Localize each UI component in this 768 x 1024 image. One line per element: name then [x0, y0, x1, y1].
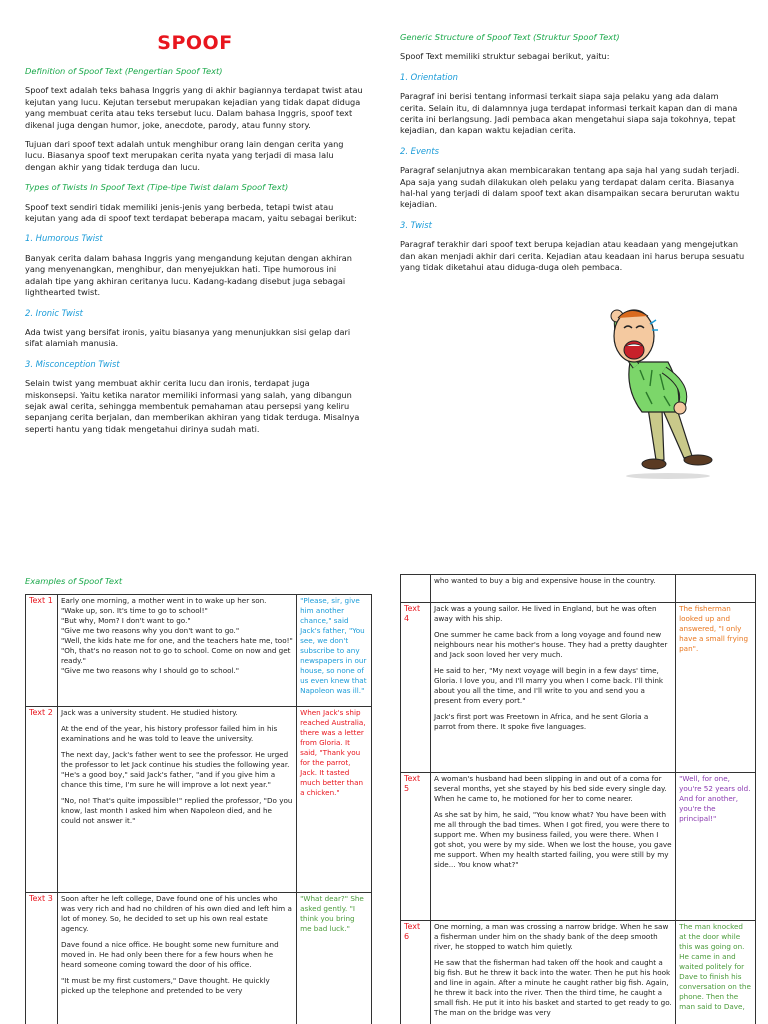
story-line: As she sat by him, he said, "You know what? You have been with me all through the bad times. When I got fired, you were there to support me. When my business failed, you were there. When I got shot, you were by my side. When we lost the house, you gave me support. When my health started failing, you were still by my side... You know what?": [433, 810, 672, 869]
left-column: [25, 66, 365, 435]
story-body: [430, 921, 675, 1024]
text-label: Text 5: [401, 773, 431, 921]
story-line: The next day, Jack's father went to see the professor. He urged the professor to let Jack continue his studies the following year. "He's a good boy," said Jack's father, "and if you give him a chance this time, I'm sure he will improve a lot next year.": [60, 750, 290, 789]
story-line: Jack was a university student. He studied history.: [60, 708, 238, 717]
story-line: Dave found a nice office. He bought some new furniture and moved in. He had only been there for a few hours when he heard someone coming toward the door of his office.: [60, 940, 279, 969]
text-label: Text 2: [26, 707, 58, 893]
table-row: [401, 921, 756, 1024]
examples-table-left: [25, 594, 372, 1024]
story-line: A woman's husband had been slipping in and out of a coma for several months, yet she stayed by his bed side every single day. When he came to, he motioned for her to come nearer.: [433, 774, 667, 803]
orientation-heading: 1. Orientation: [400, 71, 458, 82]
definition-heading: Definition of Spoof Text (Pengertian Spoof Text): [25, 66, 223, 76]
story-line: "Well, the kids hate me for one, and the teachers hate me, too!": [60, 636, 293, 645]
twist-cell: The fisherman looked up and answered, "I only have a small frying pan".: [676, 603, 756, 773]
twist-cell: "Please, sir, give him another chance," said Jack's father, "You see, we don't subscribe to any newspapers in our house, so none of us even knew that Napoleon was ill.": [297, 595, 372, 707]
text-label: Text 1: [26, 595, 58, 707]
story-line: He saw that the fisherman had taken off the hook and caught a big fish. But he threw it back into the water. Then he put his hook and line in again. After a minute he caught rather big fish. Again, he threw it back into the river. Then the third time, he caught a small fish. He put it into his basket and started to get ready to go. The man on the bridge was very: [433, 958, 672, 1017]
story-line: One summer he came back from a long voyage and found new neighbours near his mother's house. They had a pretty daughter and Jack soon loved her very much.: [433, 630, 668, 659]
story-body: [430, 773, 675, 921]
story-line: "It must be my first customers," Dave thought. He quickly picked up the telephone and pretended to be very: [60, 976, 270, 995]
twist-cell: When Jack's ship reached Australia, there was a letter from Gloria. It said, "Thank you for the parrot, Jack. It tasted much better than a chicken.": [297, 707, 372, 893]
table-row: [26, 707, 372, 893]
table-row: [401, 773, 756, 921]
twist-paragraph: Paragraf terakhir dari spoof text berupa kejadian atau keadaan yang mengejutkan dan akan menjadi akhir dari cerita. Kejadian atau keadaan ini harus berupa sesuatu yang tidak diketahui atau diduga-duga oleh pembaca.: [400, 239, 745, 273]
events-paragraph: Paragraf selanjutnya akan membicarakan tentang apa saja hal yang sudah terjadi. Apa saja yang sudah dilakukan oleh pelaku yang terdapat dalam cerita. Biasanya hal-hal yang terjadi di dalam spoof text akan disampaikan secara berurutan waktu kejadian.: [400, 165, 740, 210]
story-line: "Oh, that's no reason not to go to school. Come on now and get ready.": [60, 646, 291, 665]
story-line: "But why, Mom? I don't want to go.": [60, 616, 191, 625]
examples-table-right: [400, 574, 756, 1024]
story-line: Early one morning, a mother went in to wake up her son.: [60, 596, 267, 605]
orientation-paragraph: Paragraf ini berisi tentang informasi terkait siapa saja pelaku yang ada dalam cerita. Selain itu, di dalamnnya juga terdapat informasi terkait kapan dan di mana cerita ini berlangsung. Jadi pembaca akan mengetahui siapa saja tokohnya, tepat kejadian, dan kapan waktu kejadian cerita.: [400, 91, 738, 136]
ironic-twist-paragraph: Ada twist yang bersifat ironis, yaitu biasanya yang menunjukkan sisi gelap dari sifat alamiah manusia.: [25, 326, 351, 349]
story-line: Soon after he left college, Dave found one of his uncles who was very rich and had no children of his own died and left him a lot of money. So, he decided to set up his own real estate agency.: [60, 894, 292, 933]
humorous-twist-heading: 1. Humorous Twist: [25, 233, 103, 244]
text-label: Text 3: [26, 893, 58, 1024]
text-label: Text 4: [401, 603, 431, 773]
story-body: [57, 893, 296, 1024]
story-line: Jack's first port was Freetown in Africa, and he sent Gloria a parrot from there. It spoke five languages.: [433, 712, 649, 731]
text-label: Text 6: [401, 921, 431, 1024]
twist-cell: [676, 575, 756, 603]
table-row: [26, 893, 372, 1024]
events-heading: 2. Events: [400, 145, 440, 156]
laughing-man-icon: [590, 300, 730, 480]
definition-paragraph-2: Tujuan dari spoof text adalah untuk menghibur orang lain dengan cerita yang lucu. Biasanya spoof text merupakan cerita nyata yang terjadi di masa lalu dengan akhir yang tidak terduga dan lucu.: [25, 139, 344, 172]
misconception-twist-paragraph: Selain twist yang membuat akhir cerita lucu dan ironis, terdapat juga miskonsepsi. Yaitu ketika narator memiliki informasi yang salah, yang dibangun sejak awal cerita, sehingga membentuk pemahaman atau persepsi yang keliru sepanjang cerita berjalan, dan memberikan akhiran yang tidak terduga. Misalnya seperti hantu yang tidak mengetahui dirinya sudah mati.: [25, 378, 360, 434]
story-line: At the end of the year, his history professor failed him in his examinations and he was told to leave the university.: [60, 724, 278, 743]
story-body: [430, 575, 675, 603]
story-line: "Wake up, son. It's time to go to school!": [60, 606, 208, 615]
twist-heading: 3. Twist: [400, 219, 432, 230]
story-body: [57, 707, 296, 893]
story-line: He said to her, "My next voyage will begin in a few days' time, Gloria. I love you, and I'll marry you when I come back. I'll think about you all the time, and I'll write to you and send you a present from every port.": [433, 666, 664, 705]
story-line: who wanted to buy a big and expensive house in the country.: [433, 576, 656, 585]
page-title: SPOOF: [157, 32, 233, 54]
types-heading: Types of Twists In Spoof Text (Tipe-tipe Twist dalam Spoof Text): [25, 182, 289, 193]
twist-cell: "Well, for one, you're 52 years old. And for another, you're the principal!": [676, 773, 756, 921]
definition-paragraph-1: Spoof text adalah teks bahasa Inggris yang di akhir bagiannya terdapat twist atau kejutan yang lucu. Kejutan tersebut merupakan kejadian yang tidak dapat diduga yang membuat cerita atau teks tersebut lucu. Dalam bahasa Inggris, spoof text dikenal juga dengan humor, joke, anecdote, parody, atau funny story.: [25, 85, 363, 130]
twist-cell: "What dear?" She asked gently. "I think you bring me bad luck.": [297, 893, 372, 1024]
table-row: [401, 575, 756, 603]
examples-heading: Examples of Spoof Text: [25, 576, 123, 586]
table-row: [401, 603, 756, 773]
story-line: "No, no! That's quite impossible!" replied the professor, "Do you know, last month I asked him when Napoleon died, and he could not answer it.": [60, 796, 293, 825]
story-line: "Give me two reasons why I should go to school.": [60, 666, 240, 675]
story-line: Jack was a young sailor. He lived in England, but he was often away with his ship.: [433, 604, 657, 623]
right-column: [400, 32, 745, 274]
structure-heading: Generic Structure of Spoof Text (Struktur Spoof Text): [400, 32, 620, 42]
misconception-twist-heading: 3. Misconception Twist: [25, 358, 120, 369]
twist-cell: The man knocked at the door while this was going on. He came in and waited politely for Dave to finish his conversation on the phone. Then the man said to Dave,: [676, 921, 756, 1024]
humorous-twist-paragraph: Banyak cerita dalam bahasa Inggris yang mengandung kejutan dengan akhiran yang menyenangkan, menghibur, dan menyejukkan hati. Tipe humorous ini adalah tipe yang akhiran ceritanya lucu. Kadang-kadang disebut juga sebagai lighthearted twist.: [25, 252, 352, 298]
story-line: One morning, a man was crossing a narrow bridge. When he saw a fisherman under him on the shady bank of the deep smooth river, he stopped to watch him quietly.: [433, 922, 669, 951]
ironic-twist-heading: 2. Ironic Twist: [25, 307, 83, 318]
types-paragraph: Spoof text sendiri tidak memiliki jenis-jenis yang berbeda, tetapi twist atau kejutan yang ada di spoof text terdapat beberapa macam, yaitu sebagai berikut:: [25, 201, 357, 224]
text-label: [401, 575, 431, 603]
structure-paragraph: Spoof Text memiliki struktur sebagai berikut, yaitu:: [400, 51, 610, 62]
story-body: [57, 595, 296, 707]
story-body: [430, 603, 675, 773]
table-row: [26, 595, 372, 707]
story-line: "Give me two reasons why you don't want to go.": [60, 626, 240, 635]
